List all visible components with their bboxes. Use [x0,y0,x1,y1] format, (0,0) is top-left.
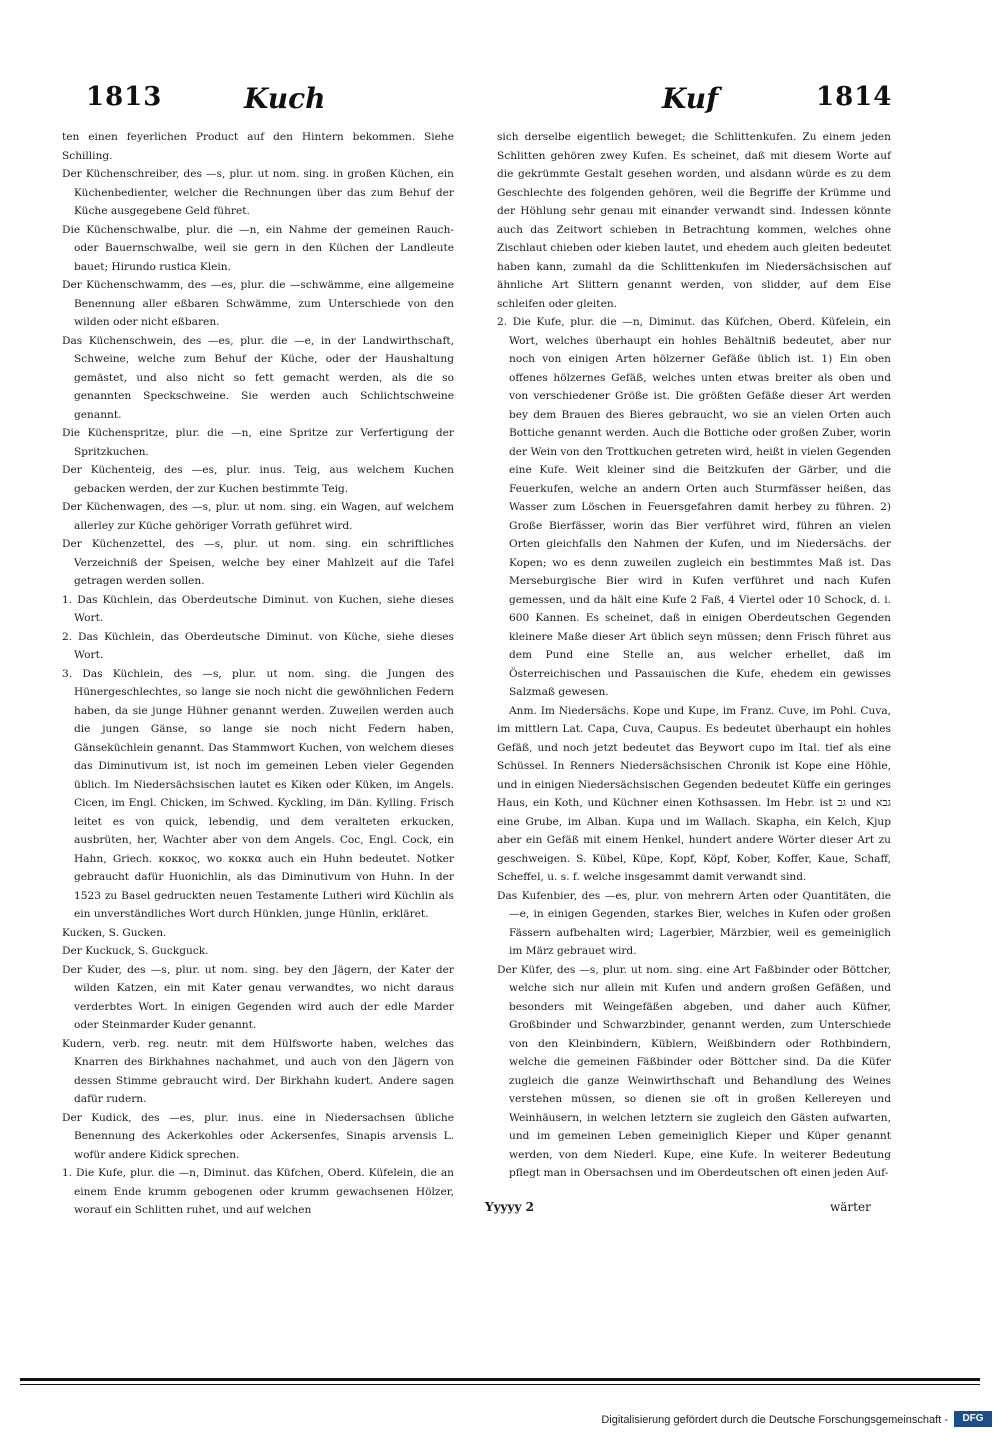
dfg-logo-icon: DFG [954,1411,992,1427]
signature-mark: Yyyyy 2 [485,1200,534,1214]
continued-text: ten einen feyerlichen Product auf den Hintern bekommen. Siehe Schilling. [62,131,454,162]
etymology-note: Anm. Im Niedersächs. Kope und Kupe, im Franz. Cuve, im Pohl. Cuva, im mittlern Lat. Capa, Cuva, Caupus. Es bedeutet überhaupt ein hohles Gefäß, und noch jetzt bedeutet das Beywort cupo im Ital. tief als eine Schüssel. In Renners Niedersächsischen Chronik ist Kope eine Höhle, und in einigen Niedersächsischen Gegenden bedeutet Küffe ein geringes Haus, ein Koth, und Küchner einen Kothsassen. Im Hebr. ist גב und גבא eine Grube, im Alban. Kupa und im Wallach. Skapha, ein Kelch, Kjup aber ein Gefäß mit einem Henkel, hundert andere Wörter dieser Art zu geschweigen. S. Kübel, Küpe, Kopf, Köpf, Kober, Koffer, Kaue, Schaff, Scheffel, u. s. f. welche insgesammt damit verwandt sind. [497,704,891,883]
dictionary-entry: 3. Das Küchlein, des —s, plur. ut nom. sing. die Jungen des Hünergeschlechtes, so lange sie noch nicht die gewöhnlichen Federn haben, da sie junge Hühner genannt werden. Zuweilen werden auch die jungen Gänse, so lange sie noch nicht Federn haben, Gänseküchlein genannt. Das Stammwort Kuchen, von welchem dieses das Diminutivum ist, ist noch im gemeinen Leben vieler Gegenden üblich. Im Niedersächsischen lautet es Kiken oder Küken, im Angels. Cicen, im Engl. Chicken, im Schwed. Kyckling, im Dän. Kylling. Frisch leitet es von quick, lebendig, und dem veralteten erkucken, ausbrüten, her, Wachter aber von dem Angels. Coc, Engl. Cock, ein Hahn, Griech. κοκκος, wo κοκκα auch ein Huhn bedeutet. Notker gebraucht dafür Huonichlin, als das Diminutivum von Huhn. In der 1523 zu Basel gedruckten neuen Testamente Lutheri wird Küchlin als ein unverständliches Wort durch Hünklen, junge Hünlin, erkläret. [62,667,454,920]
dictionary-entry: 1. Das Küchlein, das Oberdeutsche Diminut. von Kuchen, siehe dieses Wort. [62,593,454,624]
dictionary-entry: Das Küchenschwein, des —es, plur. die —e, in der Landwirthschaft, Schweine, welche zum Behuf der Küche, oder der Haushaltung gemästet, und also nicht so fett gemacht werden, als die so genannten Speckschweine. Sie werden auch Schlichtschweine genannt. [62,334,454,421]
dictionary-entry: Der Küchenschreiber, des —s, plur. ut nom. sing. in großen Küchen, ein Küchenbedienter, welcher die Rechnungen über das zum Behuf der Küche ausgegebene Geld führet. [62,168,454,217]
dictionary-entry: Der Kuder, des —s, plur. ut nom. sing. bey den Jägern, der Kater der wilden Katzen, ein mit Kater genau verwandtes, wo nicht daraus verderbtes Wort. In einigen Gegenden wird auch der edle Marder oder Steinmarder Kuder genannt. [62,963,454,1031]
continued-text: sich derselbe eigentlich beweget; die Schlittenkufen. Zu einem jeden Schlitten gehören zwey Kufen. Es scheinet, daß mit diesem Worte auf die gekrümmte Gestalt gesehen worden, und alsdann würde es zu dem Geschlechte des folgenden gehören, weil die Begriffe der Krümme und der Höhlung sehr genau mit einander verwandt sind. Indessen könnte auch das Zeitwort schieben in Betrachtung kommen, welches ohne Zischlaut chieben oder kieben lautet, und ehedem auch gleiten bedeutet haben kann, zumahl da die Schlittenkufen im Niedersächsischen auf ähnliche Art Slittern genannt werden, von slidder, auf dem Eise schleifen oder gleiten. [497,131,891,310]
dictionary-entry: Der Küchenschwamm, des —es, plur. die —schwämme, eine allgemeine Benennung aller eßbaren Schwämme, zum Unterschiede von den wilden oder nicht eßbaren. [62,279,454,328]
dictionary-entry: Die Küchenspritze, plur. die —n, eine Spritze zur Verfertigung der Spritzkuchen. [62,427,454,458]
dictionary-entry: Der Küchenwagen, des —s, plur. ut nom. sing. ein Wagen, auf welchem allerley zur Küche gehöriger Vorrath geführet wird. [62,501,454,532]
dictionary-entry: Der Küfer, des —s, plur. ut nom. sing. eine Art Faßbinder oder Böttcher, welche sich nur allein mit Kufen und andern großen Gefäßen, und besonders mit Weingefäßen abgeben, und daher auch Küfner, Großbinder und Schwarzbinder, genannt werden, zum Unterschiede von den Kleinbindern, Küblern, Weißbindern oder Rothbindern, welche die gemeinen Fäßbinder oder Böttcher sind. Da die Küfer zugleich die ganze Weinwirthschaft und Behandlung des Weines verstehen müssen, so dienen sie oft in großen Kellereyen und Weinhäusern, in welchen letztern sie zugleich den Gästen aufwarten, und im gemeinen Leben gemeiniglich Kieper und Küper genannt werden, von dem Niederl. Kupe, eine Kufe. In weiterer Bedeutung pflegt man in Obersachsen und im Oberdeutschen oft einen jeden Auf- [497,963,891,1179]
dictionary-entry: 1. Die Kufe, plur. die —n, Diminut. das Küfchen, Oberd. Küfelein, die an einem Ende krumm gebogenen oder krumm gewachsenen Hölzer, worauf ein Schlitten ruhet, und auf welchen [62,1167,454,1216]
right-running-head: Kuf [662,82,719,115]
dictionary-entry: Die Küchenschwalbe, plur. die —n, ein Nahme der gemeinen Rauch- oder Bauernschwalbe, weil sie gern in den Küchen der Landleute bauet; Hirundo rustica Klein. [62,223,454,273]
bottom-rule-thin [20,1384,980,1385]
dictionary-entry: Der Kuckuck, S. Guckguck. [62,945,209,957]
dictionary-entry: Kucken, S. Gucken. [62,926,167,939]
left-page-number: 1813 [86,82,163,112]
page-catchword: wärter [830,1200,871,1214]
left-column [62,128,454,1220]
dictionary-entry: Kudern, verb. reg. neutr. mit dem Hülfsworte haben, welches das Knarren des Birkhahnes nachahmet, und auch von den Jägern von dessen Stimme gebraucht wird. Der Birkhahn kudert. Andere sagen dafür rudern. [62,1037,454,1105]
left-running-head: Kuch [244,82,326,115]
digitization-credit: Digitalisierung gefördert durch die Deutsche Forschungsgemeinschaft - [601,1414,948,1426]
right-column [497,128,891,1183]
dictionary-entry: 2. Die Kufe, plur. die —n, Diminut. das Küfchen, Oberd. Küfelein, ein Wort, welches überhaupt ein hohles Behältniß bedeutet, aber nur noch von einigen Arten hölzerner Gefäße üblich ist. 1) Ein oben offenes hölzernes Gefäß, welches unten etwas breiter als oben und von verschiedener Größe ist. Die größten Gefäße dieser Art werden bey dem Brauen des Bieres gebraucht, wo sie an vielen Orten auch Bottiche genannt werden. Auch die Bottiche oder großen Zuber, worin der Wein von den Trottkuchen getreten wird, heißt in vielen Gegenden eine Kufe. Weit kleiner sind die Beitzkufen der Gärber, und die Feuerkufen, welche an andern Orten auch Sturmfässer heißen, das Wasser zum Löschen in Feuersgefahren damit herbey zu führen. 2) Große Bierfässer, worin das Bier verführet wird, führen an vielen Orten gleichfalls den Nahmen der Kufen, und im Niedersächs. der Kopen; wo es denn zuweilen zugleich ein bestimmtes Maß ist. Das Merseburgische Bier wird in Kufen verführet und nach Kufen gemessen, und da hält eine Kufe 2 Faß, 4 Viertel oder 10 Schock, d. i. 600 Kannen. Es scheinet, daß in einigen Oberdeutschen Gegenden kleinere Maße dieser Art üblich seyn müssen; denn Frisch führet aus dem Pund eine Stelle an, aus welcher erhellet, daß im Österreichischen und Passauischen die Kufe, ehedem ein gewisses Salzmaß gewesen. [497,316,891,698]
dictionary-entry: 2. Das Küchlein, das Oberdeutsche Diminut. von Küche, siehe dieses Wort. [62,630,454,661]
dictionary-entry: Das Kufenbier, des —es, plur. von mehrern Arten oder Quantitäten, die —e, in einigen Gegenden, starkes Bier, welches in Kufen oder großen Fässern aufbehalten wird; Lagerbier, Märzbier, weil es gemeiniglich im März gebrauet wird. [497,889,891,957]
bottom-rule-thick [20,1378,980,1381]
dictionary-entry: Der Küchenteig, des —es, plur. inus. Teig, aus welchem Kuchen gebacken werden, der zur Kuchen bestimmte Teig. [62,464,454,495]
right-page-number: 1814 [816,82,893,112]
dictionary-entry: Der Kudick, des —es, plur. inus. eine in Niedersachsen übliche Benennung des Ackerkohles oder Ackersenfes, Sinapis arvensis L. wofür andere Kidick sprechen. [62,1111,454,1161]
dictionary-entry: Der Küchenzettel, des —s, plur. ut nom. sing. ein schriftliches Verzeichniß der Speisen, welche bey einer Mahlzeit auf die Tafel getragen werden sollen. [62,538,454,587]
